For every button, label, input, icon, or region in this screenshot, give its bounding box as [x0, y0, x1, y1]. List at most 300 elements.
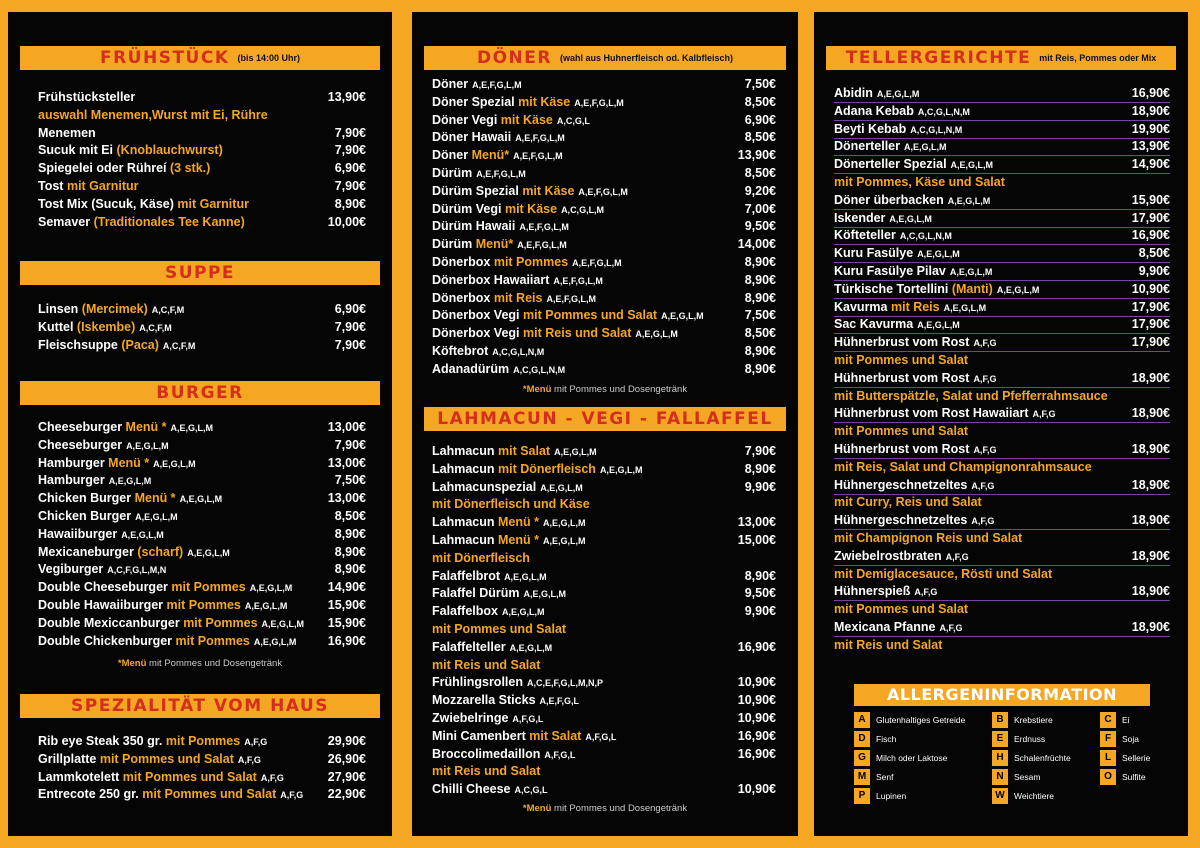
- item-price: 6,90€: [744, 112, 776, 127]
- menu-item: [432, 217, 776, 235]
- item-name: Dürüm Vegi: [432, 201, 502, 216]
- menu-item-description: [38, 106, 366, 124]
- menu-item: [834, 369, 1170, 388]
- menu-footnote: [8, 658, 392, 669]
- item-allergens: A,F,G,L: [585, 731, 617, 742]
- menu-item-name: [432, 306, 704, 325]
- item-option: mit Reis: [493, 290, 543, 305]
- item-name: Hühnerspieß: [834, 584, 911, 599]
- item-price: 10,90€: [737, 782, 776, 797]
- item-allergens: A,F,G: [971, 480, 995, 491]
- item-option: (Paca): [121, 337, 159, 352]
- item-option: mit Demiglacesauce, Rösti und Salat: [834, 566, 1053, 581]
- menu-item: [38, 436, 366, 454]
- menu-item-name: [432, 656, 540, 674]
- item-option: mit Dönerfleisch und Käse: [432, 497, 590, 512]
- menu-item: [38, 177, 366, 195]
- menu-item: [38, 596, 366, 614]
- menu-item: [834, 84, 1170, 103]
- item-option: mit Dönerfleisch: [432, 550, 530, 565]
- section-header-doener: [424, 46, 786, 70]
- menu-item: [834, 280, 1170, 299]
- item-allergens: A,F,G: [244, 737, 268, 747]
- menu-item-name: [432, 217, 569, 236]
- item-allergens: A,E,G,L,M: [249, 583, 293, 594]
- menu-item-name: [834, 565, 1052, 583]
- item-name: Broccolimedaillon: [432, 746, 541, 761]
- menu-item: [432, 478, 776, 496]
- item-price: 9,50€: [744, 586, 776, 601]
- item-option: Menü *: [498, 515, 539, 530]
- item-name: Falaffelbrot: [432, 568, 501, 583]
- item-option: Menü*: [475, 237, 514, 252]
- allergen-entry: [1100, 750, 1150, 766]
- menu-item: [432, 200, 776, 218]
- menu-item-name: [432, 360, 565, 379]
- item-allergens: A,E,F,G,L,M: [546, 293, 596, 304]
- item-option: mit Garnitur: [66, 179, 139, 193]
- menu-item: [834, 262, 1170, 281]
- menu-item: [432, 75, 776, 93]
- item-price: 8,50€: [1138, 246, 1170, 261]
- menu-item: [834, 226, 1170, 245]
- item-price: 14,00€: [737, 237, 776, 252]
- item-allergens: A,E,F,G,L,M: [553, 275, 603, 286]
- item-allergens: A,F,G: [971, 516, 995, 527]
- item-option: mit Pommes und Salat: [834, 602, 969, 617]
- menu-item-name: [38, 141, 223, 159]
- menu-item: [834, 582, 1170, 601]
- menu-item: [38, 525, 366, 543]
- menu-item-name: [834, 422, 968, 440]
- item-allergens: A,E,G,L,M: [170, 423, 214, 433]
- item-name: Falaffelbox: [432, 604, 498, 619]
- item-name: Kuru Fasülye: [834, 246, 914, 261]
- item-name: Hühnerbrust vom Rost: [834, 370, 970, 385]
- item-allergens: A,E,G,L,M: [187, 547, 230, 558]
- menu-item: [38, 768, 366, 786]
- menu-panel-right: [814, 12, 1188, 836]
- menu-item: [432, 745, 776, 763]
- menu-item: [432, 164, 776, 182]
- item-price: 13,00€: [327, 420, 366, 434]
- section-header-burger: [20, 381, 380, 405]
- item-name: Lahmacun: [432, 444, 495, 458]
- allergen-entry: [1100, 731, 1139, 747]
- item-allergens: A,E,G,L,M: [244, 601, 288, 611]
- item-option: mit Reis und Salat: [432, 764, 541, 779]
- menu-item: [38, 785, 366, 803]
- allergen-label: Sesam: [1014, 772, 1041, 782]
- item-name: Tost Mix (Sucuk, Käse): [38, 196, 174, 211]
- item-name: Semaver: [38, 214, 91, 229]
- allergen-label: Krebstiere: [1014, 715, 1053, 725]
- menu-item: [834, 476, 1170, 495]
- menu-item: [432, 111, 776, 129]
- item-allergens: A,E,G,L,M: [635, 329, 678, 340]
- menu-item-description: [432, 549, 776, 567]
- menu-item-name: [834, 120, 962, 139]
- menu-item-name: [38, 596, 287, 615]
- item-allergens: A,F,G: [945, 551, 969, 562]
- footnote-text: mit Pommes und Dosengetränk: [554, 384, 688, 395]
- menu-item-name: [432, 182, 628, 201]
- menu-item-name: [834, 511, 994, 530]
- section-title: SUPPE: [164, 263, 236, 283]
- menu-item: [432, 691, 776, 709]
- menu-item: [38, 336, 366, 354]
- menu-item-description: [834, 493, 1170, 511]
- menu-item-name: [834, 529, 1022, 547]
- allergen-label: Sellerie: [1122, 753, 1151, 763]
- item-allergens: A,E,F,G,L,M: [517, 240, 567, 251]
- menu-item-name: [432, 460, 642, 479]
- menu-item: [38, 141, 366, 159]
- menu-item: [432, 271, 776, 289]
- menu-item: [834, 209, 1170, 228]
- allergen-code: L: [1100, 750, 1116, 766]
- footnote-star: *Menü: [522, 803, 552, 814]
- item-allergens: A,E,G,L,M: [523, 589, 567, 600]
- item-name: Double Mexiccanburger: [38, 615, 180, 630]
- item-allergens: A,E,G,L,M: [504, 571, 547, 582]
- menu-item-name: [38, 489, 222, 508]
- menu-item-name: [38, 560, 166, 579]
- menu-item-name: [834, 582, 937, 601]
- item-price: 13,90€: [1131, 139, 1170, 154]
- item-option: mit Pommes: [175, 633, 250, 648]
- menu-item: [38, 159, 366, 177]
- item-option: mit Pommes und Salat: [834, 424, 969, 439]
- section-title: LAHMACUN - VEGI - FALLAFFEL: [437, 409, 773, 429]
- section-title: TELLERGERICHTE: [845, 48, 1032, 68]
- item-price: 7,50€: [334, 473, 366, 488]
- menu-item: [432, 602, 776, 620]
- item-price: 17,90€: [1131, 317, 1170, 332]
- item-allergens: A,F,G: [237, 754, 261, 765]
- item-allergens: A,E,F,G,L,M: [515, 133, 565, 144]
- menu-item-name: [38, 614, 304, 633]
- menu-item: [834, 244, 1170, 263]
- menu-item: [834, 298, 1170, 317]
- item-allergens: A,E,G,L,M: [917, 249, 960, 260]
- item-price: 16,90€: [737, 746, 776, 761]
- item-name: Köftebrot: [432, 344, 489, 358]
- item-option: mit Reis, Salat und Champignonrahmsauce: [834, 459, 1092, 474]
- item-option: mit Käse: [518, 94, 571, 109]
- menu-item-name: [432, 602, 545, 621]
- allergen-code: W: [992, 788, 1008, 804]
- item-option: mit Pommes: [166, 598, 241, 612]
- item-price: 29,90€: [327, 734, 366, 748]
- menu-item: [834, 618, 1170, 637]
- section-title: DÖNER: [476, 48, 552, 68]
- section-header-fruehstueck: [20, 46, 380, 70]
- item-allergens: A,F,G: [973, 445, 997, 455]
- menu-item-name: [432, 762, 540, 780]
- item-name: Kavurma: [834, 299, 888, 314]
- item-price: 7,90€: [334, 125, 366, 140]
- menu-item-name: [432, 342, 544, 361]
- item-price: 9,20€: [744, 183, 776, 198]
- item-allergens: A,E,G,L,M: [542, 536, 586, 546]
- item-allergens: A,C,G,L: [514, 785, 548, 796]
- allergen-entry: [992, 712, 1053, 728]
- item-name: Grillplatte: [38, 751, 97, 766]
- item-name: Döner Hawaii: [432, 130, 512, 145]
- menu-item: [834, 404, 1170, 423]
- item-option: Menü *: [125, 420, 167, 434]
- menu-footnote: [412, 803, 798, 814]
- item-price: 16,90€: [737, 639, 776, 654]
- item-name: Dürüm Spezial: [432, 183, 519, 198]
- menu-item: [38, 560, 366, 578]
- item-name: Abidin: [834, 86, 873, 100]
- item-option: mit Champignon Reis und Salat: [834, 531, 1023, 545]
- item-allergens: A,E,F,G,L: [539, 696, 580, 707]
- allergen-label: Sulfite: [1122, 772, 1146, 782]
- item-price: 16,90€: [1131, 228, 1170, 243]
- section-header-tellergerichte: [826, 46, 1176, 70]
- item-price: 8,90€: [744, 255, 776, 269]
- menu-item-name: [38, 785, 303, 804]
- item-name: Falaffelteller: [432, 639, 506, 654]
- item-price: 18,90€: [1131, 513, 1170, 528]
- item-option: (Iskembe): [76, 319, 136, 334]
- item-name: Köfteteller: [834, 228, 896, 243]
- menu-item: [432, 253, 776, 271]
- allergen-code: M: [854, 769, 870, 785]
- menu-item: [38, 195, 366, 213]
- menu-item: [38, 471, 366, 489]
- item-allergens: A,F,G: [973, 373, 997, 384]
- item-option: mit Käse: [504, 201, 558, 216]
- menu-item-description: [432, 620, 776, 638]
- item-name: Linsen: [38, 302, 79, 316]
- allergen-label: Soja: [1122, 734, 1140, 744]
- item-name: Tost: [38, 179, 64, 193]
- menu-item-name: [432, 549, 530, 567]
- item-allergens: A,F,G: [280, 790, 304, 801]
- item-allergens: A,E,G,L,M: [554, 447, 597, 457]
- menu-item-description: [834, 529, 1170, 547]
- item-name: Double Cheeseburger: [38, 580, 168, 595]
- menu-item-name: [38, 632, 296, 651]
- menu-item: [834, 547, 1170, 566]
- menu-item-name: [38, 106, 268, 124]
- item-option: mit Butterspätzle, Salat und Pfefferrahmsauce: [834, 388, 1108, 403]
- menu-item: [38, 213, 366, 231]
- item-name: Döner: [432, 148, 469, 163]
- menu-item: [834, 155, 1170, 174]
- menu-item: [432, 584, 776, 602]
- item-allergens: A,F,G,L: [512, 714, 544, 724]
- menu-item: [432, 146, 776, 164]
- menu-item-name: [432, 495, 590, 513]
- menu-item-name: [432, 200, 604, 219]
- item-option: mit Pommes und Salat: [142, 787, 277, 802]
- item-price: 18,90€: [1131, 370, 1170, 385]
- menu-item: [834, 333, 1170, 352]
- item-price: 7,50€: [744, 308, 776, 323]
- item-allergens: A,E,F,G,L,M: [572, 258, 622, 268]
- allergen-code: N: [992, 769, 1008, 785]
- item-name: Entrecote 250 gr.: [38, 787, 139, 802]
- item-name: Dürüm Hawaii: [432, 219, 516, 234]
- item-price: 8,50€: [744, 130, 776, 145]
- item-allergens: A,E,G,L,M: [179, 494, 223, 505]
- item-price: 9,90€: [1138, 264, 1170, 278]
- menu-item-name: [432, 146, 563, 165]
- menu-item: [38, 418, 366, 436]
- item-allergens: A,E,G,L,M: [996, 284, 1040, 295]
- menu-item-name: [38, 195, 249, 213]
- item-allergens: A,F,G: [260, 772, 284, 783]
- allergen-label: Ei: [1122, 715, 1130, 725]
- item-option: (Knoblauchwurst): [116, 143, 223, 158]
- section-title: BURGER: [156, 383, 244, 403]
- item-name: Hühnerbrust vom Rost: [834, 442, 970, 456]
- item-name: Double Chickenburger: [38, 633, 173, 648]
- allergen-entry: [992, 788, 1054, 804]
- item-name: Kuru Fasülye Pilav: [834, 264, 946, 278]
- menu-item-name: [834, 600, 968, 618]
- section-title: FRÜHSTÜCK: [99, 48, 230, 68]
- item-option: mit Pommes und Salat: [432, 622, 567, 636]
- item-name: Döner überbacken: [834, 192, 944, 207]
- menu-item: [432, 673, 776, 691]
- item-price: 17,90€: [1131, 299, 1170, 314]
- item-price: 8,90€: [334, 196, 366, 211]
- menu-item-name: [834, 547, 969, 566]
- menu-item-name: [834, 636, 942, 654]
- allergen-code: D: [854, 731, 870, 747]
- menu-item-name: [38, 768, 284, 787]
- menu-item-name: [432, 128, 565, 147]
- item-allergens: A,E,G,L,M: [121, 529, 164, 540]
- allergen-entry: [992, 750, 1071, 766]
- item-allergens: A,C,G,L,N,M: [513, 364, 566, 375]
- item-price: 8,90€: [744, 272, 776, 287]
- menu-item-name: [834, 440, 996, 459]
- item-option: mit Pommes: [493, 255, 569, 269]
- item-price: 14,90€: [327, 580, 366, 595]
- item-price: 18,90€: [1131, 548, 1170, 563]
- item-option: mit Pommes und Salat: [834, 353, 969, 367]
- item-price: 9,90€: [744, 604, 776, 619]
- item-allergens: A,E,G,L,M: [126, 440, 169, 451]
- menu-item-name: [432, 253, 622, 272]
- menu-item-description: [834, 422, 1170, 440]
- item-name: Dönerbox: [432, 290, 491, 305]
- item-allergens: A,E,G,L,M: [917, 320, 960, 331]
- allergen-info-title: ALLERGENINFORMATION: [854, 684, 1150, 706]
- item-allergens: A,C,G,L,N,M: [899, 231, 952, 242]
- item-price: 10,90€: [1131, 281, 1170, 296]
- item-allergens: A,C,G,L,N,M: [917, 106, 970, 117]
- item-name: Spiegelei oder Rühreí: [38, 161, 167, 176]
- item-allergens: A,E,F,G,L,M: [472, 80, 522, 90]
- item-allergens: A,E,G,L,M: [261, 618, 305, 629]
- item-option: (3 stk.): [170, 161, 211, 176]
- allergen-entry: [854, 750, 947, 766]
- footnote-star: *Menü: [522, 384, 552, 395]
- item-allergens: A,C,G,L,N,M: [492, 347, 545, 357]
- item-name: Fleischsuppe: [38, 337, 118, 352]
- menu-item: [38, 543, 366, 561]
- menu-item-name: [432, 531, 585, 550]
- item-price: 15,90€: [1131, 192, 1170, 207]
- menu-item-description: [432, 762, 776, 780]
- item-allergens: A,E,F,G,L,M: [574, 97, 624, 108]
- allergen-label: Senf: [876, 772, 894, 782]
- menu-item-name: [834, 476, 994, 495]
- menu-item-name: [38, 750, 261, 769]
- item-name: Cheeseburger: [38, 437, 123, 452]
- allergen-code: O: [1100, 769, 1116, 785]
- item-name: Dönerteller: [834, 139, 900, 154]
- item-price: 8,50€: [744, 166, 776, 180]
- item-name: Cheeseburger: [38, 420, 123, 434]
- footnote-text: mit Pommes und Dosengetränk: [554, 803, 688, 814]
- item-name: Dürüm: [432, 166, 473, 180]
- item-option: mit Pommes: [165, 734, 241, 748]
- item-allergens: A,E,G,L,M: [540, 482, 583, 493]
- item-price: 18,90€: [1131, 477, 1170, 492]
- menu-item-name: [432, 289, 596, 308]
- menu-item: [432, 513, 776, 531]
- menu-item-name: [834, 333, 996, 352]
- footnote-text: mit Pommes und Dosengetränk: [149, 658, 283, 669]
- allergen-code: G: [854, 750, 870, 766]
- allergen-entry: [992, 769, 1040, 785]
- menu-item: [38, 750, 366, 768]
- item-option: mit Reis: [890, 299, 940, 314]
- item-price: 8,90€: [744, 461, 776, 476]
- menu-item-name: [38, 336, 195, 355]
- menu-item-name: [432, 709, 543, 728]
- menu-item-name: [38, 124, 96, 142]
- menu-item-name: [834, 458, 1092, 476]
- item-option: Menü *: [108, 455, 150, 470]
- menu-item-description: [834, 458, 1170, 476]
- menu-item-name: [432, 164, 526, 183]
- item-price: 18,90€: [1131, 584, 1170, 599]
- menu-item-description: [834, 173, 1170, 191]
- menu-item-name: [38, 471, 151, 490]
- menu-item-name: [432, 324, 678, 343]
- item-price: 8,50€: [744, 94, 776, 109]
- menu-item-name: [834, 102, 970, 121]
- menu-item-name: [834, 84, 919, 103]
- menu-item-name: [38, 578, 292, 597]
- item-name: Dönerbox Vegi: [432, 308, 520, 323]
- menu-item-name: [834, 298, 986, 317]
- item-name: Lahmacunspezial: [432, 479, 537, 494]
- menu-item: [834, 315, 1170, 334]
- menu-item: [834, 511, 1170, 530]
- menu-item: [834, 137, 1170, 156]
- menu-item: [432, 182, 776, 200]
- item-price: 13,00€: [327, 491, 366, 506]
- allergen-entry: [992, 731, 1045, 747]
- item-name: Rib eye Steak 350 gr.: [38, 734, 163, 748]
- menu-item: [432, 306, 776, 324]
- item-name: Döner: [432, 77, 469, 91]
- item-option: mit Pommes und Salat: [122, 769, 257, 784]
- item-name: Falaffel Dürüm: [432, 586, 520, 601]
- item-name: Lahmacun: [432, 533, 495, 547]
